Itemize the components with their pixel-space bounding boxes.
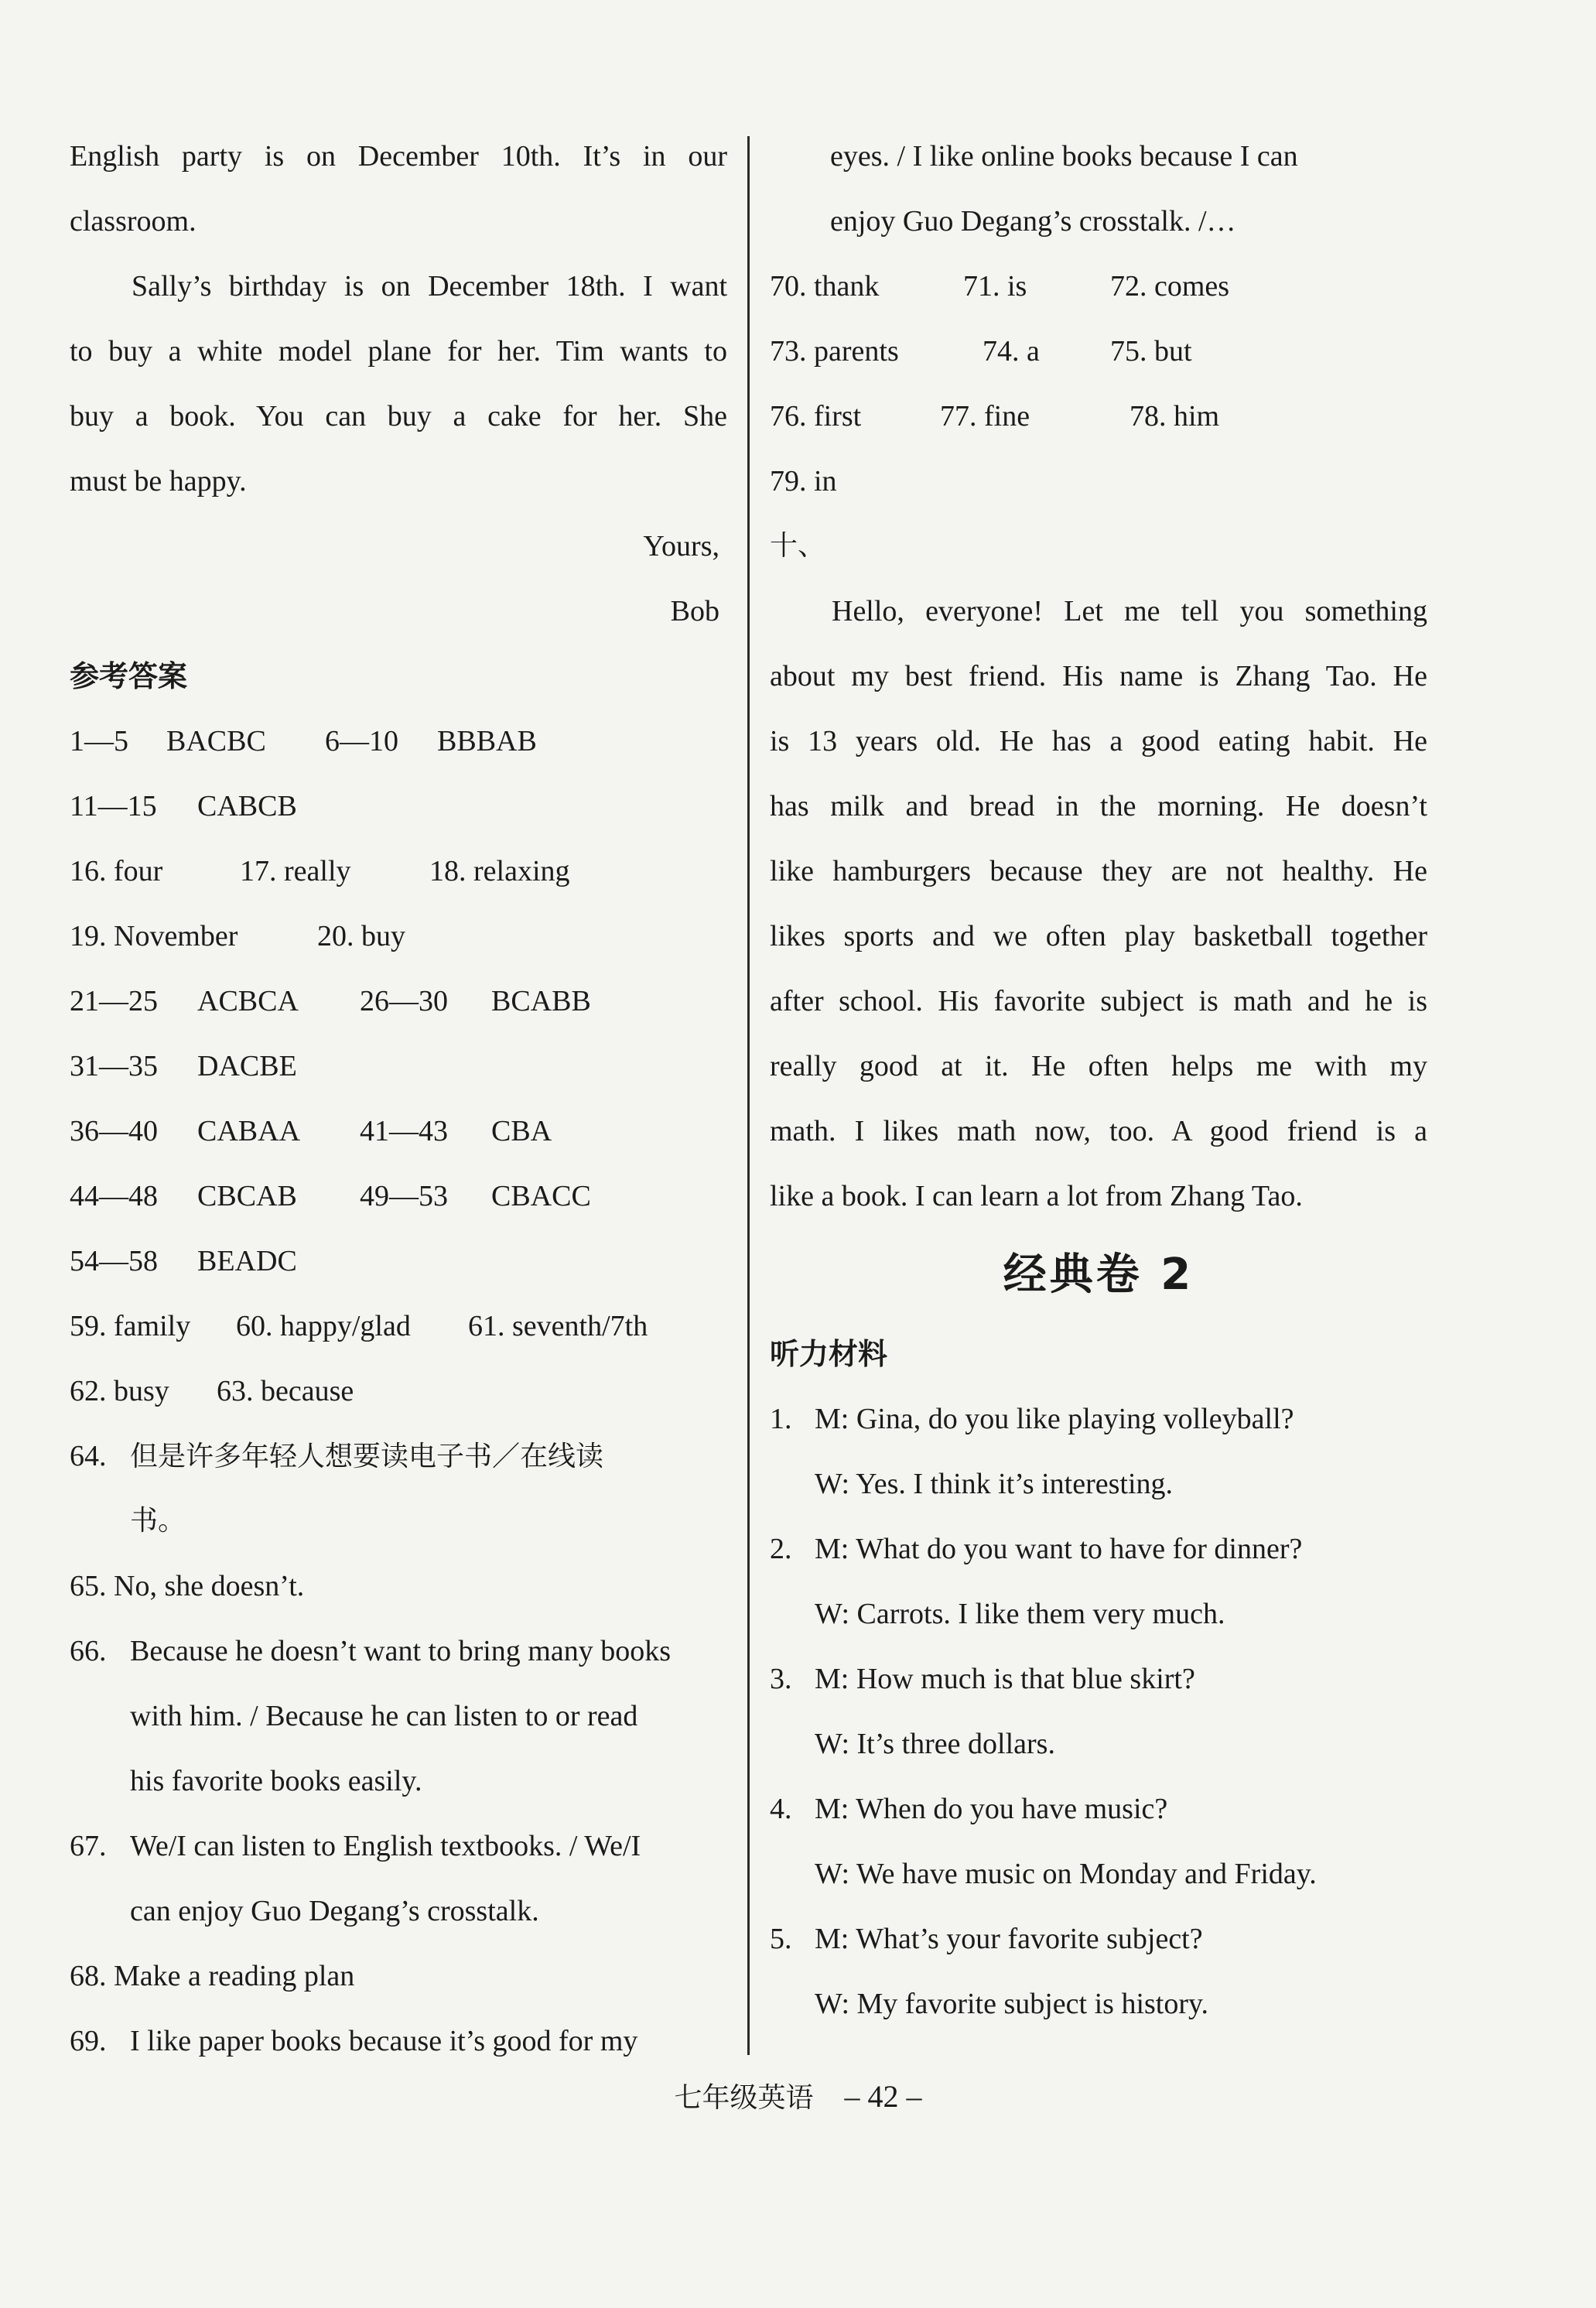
answer-key: CBA (491, 1115, 552, 1147)
answer-row (70, 1099, 727, 1164)
dialogue-w: W: Yes. I think it’s interesting. (815, 1468, 1174, 1500)
answer-item: 16. four (70, 855, 163, 887)
letter-line: English party is on December 10th. It’s in our (70, 140, 727, 173)
answer-range: 11—15 (70, 790, 157, 822)
answer-row (70, 1034, 727, 1099)
answer-range: 21—25 (70, 985, 158, 1017)
dialogue-w: W: My favorite subject is history. (815, 1988, 1209, 2020)
answer-item: 71. is (963, 270, 1027, 303)
question-number: 67. (70, 1830, 107, 1862)
answer-text: can enjoy Guo Degang’s crosstalk. (130, 1895, 539, 1927)
answer-text: eyes. / I like online books because I can (830, 140, 1298, 173)
dialogue-text: M: How much is that blue skirt? (815, 1663, 1195, 1695)
answer-text: 但是许多年轻人想要读电子书／在线读 (130, 1441, 604, 1472)
essay-line: Hello, everyone! Let me tell you something (832, 595, 1427, 627)
essay-line: math. I likes math now, too. A good friend is a (770, 1115, 1427, 1147)
answer-item: 17. really (240, 855, 351, 887)
answer-row (70, 904, 727, 969)
question-number: 69. (70, 2025, 107, 2057)
dialogue-m (770, 1906, 1427, 1971)
essay-line: likes sports and we often play basketball together (770, 920, 1427, 952)
essay-line: about my best friend. His name is Zhang Tao. He (770, 660, 1427, 692)
answer-range: 41—43 (360, 1115, 448, 1147)
answer-range: 54—58 (70, 1245, 158, 1277)
answer-item: 76. first (770, 400, 862, 433)
answer-65: 65. No, she doesn’t. (70, 1570, 305, 1602)
question-number: 2. (770, 1533, 792, 1565)
answer-67 (70, 1814, 727, 1879)
dialogue-m (770, 1776, 1427, 1841)
answer-64 (70, 1424, 727, 1489)
answer-row (770, 319, 1427, 384)
answer-item: 59. family (70, 1310, 191, 1342)
answer-item: 72. comes (1110, 270, 1230, 303)
answer-key: CABAA (197, 1115, 301, 1147)
paper-title: 经典卷 2 (1003, 1250, 1194, 1300)
answer-68: 68. Make a reading plan (70, 1960, 355, 1992)
question-number: 1. (770, 1403, 792, 1435)
answer-66 (70, 1619, 727, 1684)
answer-item: 19. November (70, 920, 238, 952)
letter-closing: Yours, (643, 530, 719, 562)
answer-item: 73. parents (770, 335, 899, 368)
essay-line: after school. His favorite subject is math and he is (770, 985, 1427, 1017)
answer-key: BEADC (197, 1245, 297, 1277)
answer-item: 79. in (770, 465, 837, 498)
answer-key: DACBE (197, 1050, 297, 1082)
answer-row (70, 1229, 727, 1294)
answer-key: ACBCA (197, 985, 299, 1017)
question-number: 64. (70, 1440, 107, 1472)
answer-row (770, 384, 1427, 449)
letter-line: buy a book. You can buy a cake for her. She (70, 400, 727, 433)
answer-item: 75. but (1110, 335, 1192, 368)
answer-69 (70, 2009, 727, 2074)
dialogue-m (770, 1387, 1427, 1451)
letter-line: Sally’s birthday is on December 18th. I want (132, 270, 727, 303)
letter-line: classroom. (70, 205, 197, 238)
answer-key: CABCB (197, 790, 297, 822)
question-number: 4. (770, 1793, 792, 1825)
answer-row (70, 1294, 727, 1359)
answer-item: 70. thank (770, 270, 880, 303)
answer-item: 74. a (983, 335, 1040, 368)
answer-row (70, 839, 727, 904)
left-column (70, 124, 727, 2074)
answer-text: enjoy Guo Degang’s crosstalk. /… (830, 205, 1236, 238)
answer-row (70, 1164, 727, 1229)
section-ten: 十、 (770, 530, 826, 562)
dialogue-text: M: What do you want to have for dinner? (815, 1533, 1303, 1565)
answer-item: 63. because (217, 1375, 354, 1407)
dialogue-m (770, 1516, 1427, 1581)
answer-text: We/I can listen to English textbooks. / We/I (130, 1830, 641, 1862)
answers-heading: 参考答案 (70, 659, 188, 693)
essay-line: is 13 years old. He has a good eating habit. He (770, 725, 1427, 757)
answer-key: CBACC (491, 1180, 591, 1212)
answer-range: 6—10 (325, 725, 398, 757)
answer-text: his favorite books easily. (130, 1765, 422, 1797)
answer-key: BBBAB (437, 725, 537, 757)
letter-line: to buy a white model plane for her. Tim wants to (70, 335, 727, 368)
answer-range: 36—40 (70, 1115, 158, 1147)
question-number: 5. (770, 1923, 792, 1955)
answer-row (70, 709, 727, 774)
right-column (770, 124, 1427, 2036)
dialogue-w: W: We have music on Monday and Friday. (815, 1858, 1317, 1890)
answer-range: 49—53 (360, 1180, 448, 1212)
listening-heading: 听力材料 (770, 1337, 888, 1371)
letter-line: must be happy. (70, 465, 247, 498)
answer-key: BCABB (491, 985, 591, 1017)
page-footer (0, 2074, 1596, 2122)
answer-item: 60. happy/glad (236, 1310, 411, 1342)
answer-text: 书。 (130, 1505, 186, 1537)
answer-row (70, 1359, 727, 1424)
answer-row (770, 449, 1427, 514)
answer-text: Because he doesn’t want to bring many books (130, 1635, 671, 1667)
answer-range: 26—30 (360, 985, 448, 1017)
answer-key: CBCAB (197, 1180, 297, 1212)
essay-line: like a book. I can learn a lot from Zhang Tao. (770, 1180, 1303, 1212)
letter-signature: Bob (670, 595, 719, 627)
answer-item: 62. busy (70, 1375, 169, 1407)
column-divider (747, 136, 750, 2055)
essay-line: like hamburgers because they are not healthy. He (770, 855, 1427, 887)
answer-key: BACBC (166, 725, 266, 757)
dialogue-text: M: What’s your favorite subject? (815, 1923, 1203, 1955)
answer-item: 18. relaxing (429, 855, 570, 887)
dialogue-text: M: When do you have music? (815, 1793, 1168, 1825)
dialogue-w: W: Carrots. I like them very much. (815, 1598, 1225, 1630)
answer-item: 20. buy (317, 920, 405, 952)
answer-row (770, 254, 1427, 319)
answer-text: I like paper books because it’s good for my (130, 2025, 638, 2057)
answer-item: 61. seventh/7th (468, 1310, 648, 1342)
question-number: 3. (770, 1663, 792, 1695)
question-number: 66. (70, 1635, 107, 1667)
essay-line: has milk and bread in the morning. He doesn’t (770, 790, 1427, 822)
answer-item: 78. him (1130, 400, 1220, 433)
answer-row (70, 774, 727, 839)
answer-row (70, 969, 727, 1034)
dialogue-text: M: Gina, do you like playing volleyball? (815, 1403, 1294, 1435)
dialogue-w: W: It’s three dollars. (815, 1728, 1055, 1760)
answer-text: with him. / Because he can listen to or read (130, 1700, 638, 1732)
footer-subject: 七年级英语 (674, 2082, 814, 2114)
page-number: – 42 – (844, 2079, 922, 2114)
dialogue-m (770, 1646, 1427, 1711)
answer-range: 44—48 (70, 1180, 158, 1212)
answer-range: 1—5 (70, 725, 128, 757)
essay-line: really good at it. He often helps me with my (770, 1050, 1427, 1082)
answer-range: 31—35 (70, 1050, 158, 1082)
answer-item: 77. fine (940, 400, 1030, 433)
